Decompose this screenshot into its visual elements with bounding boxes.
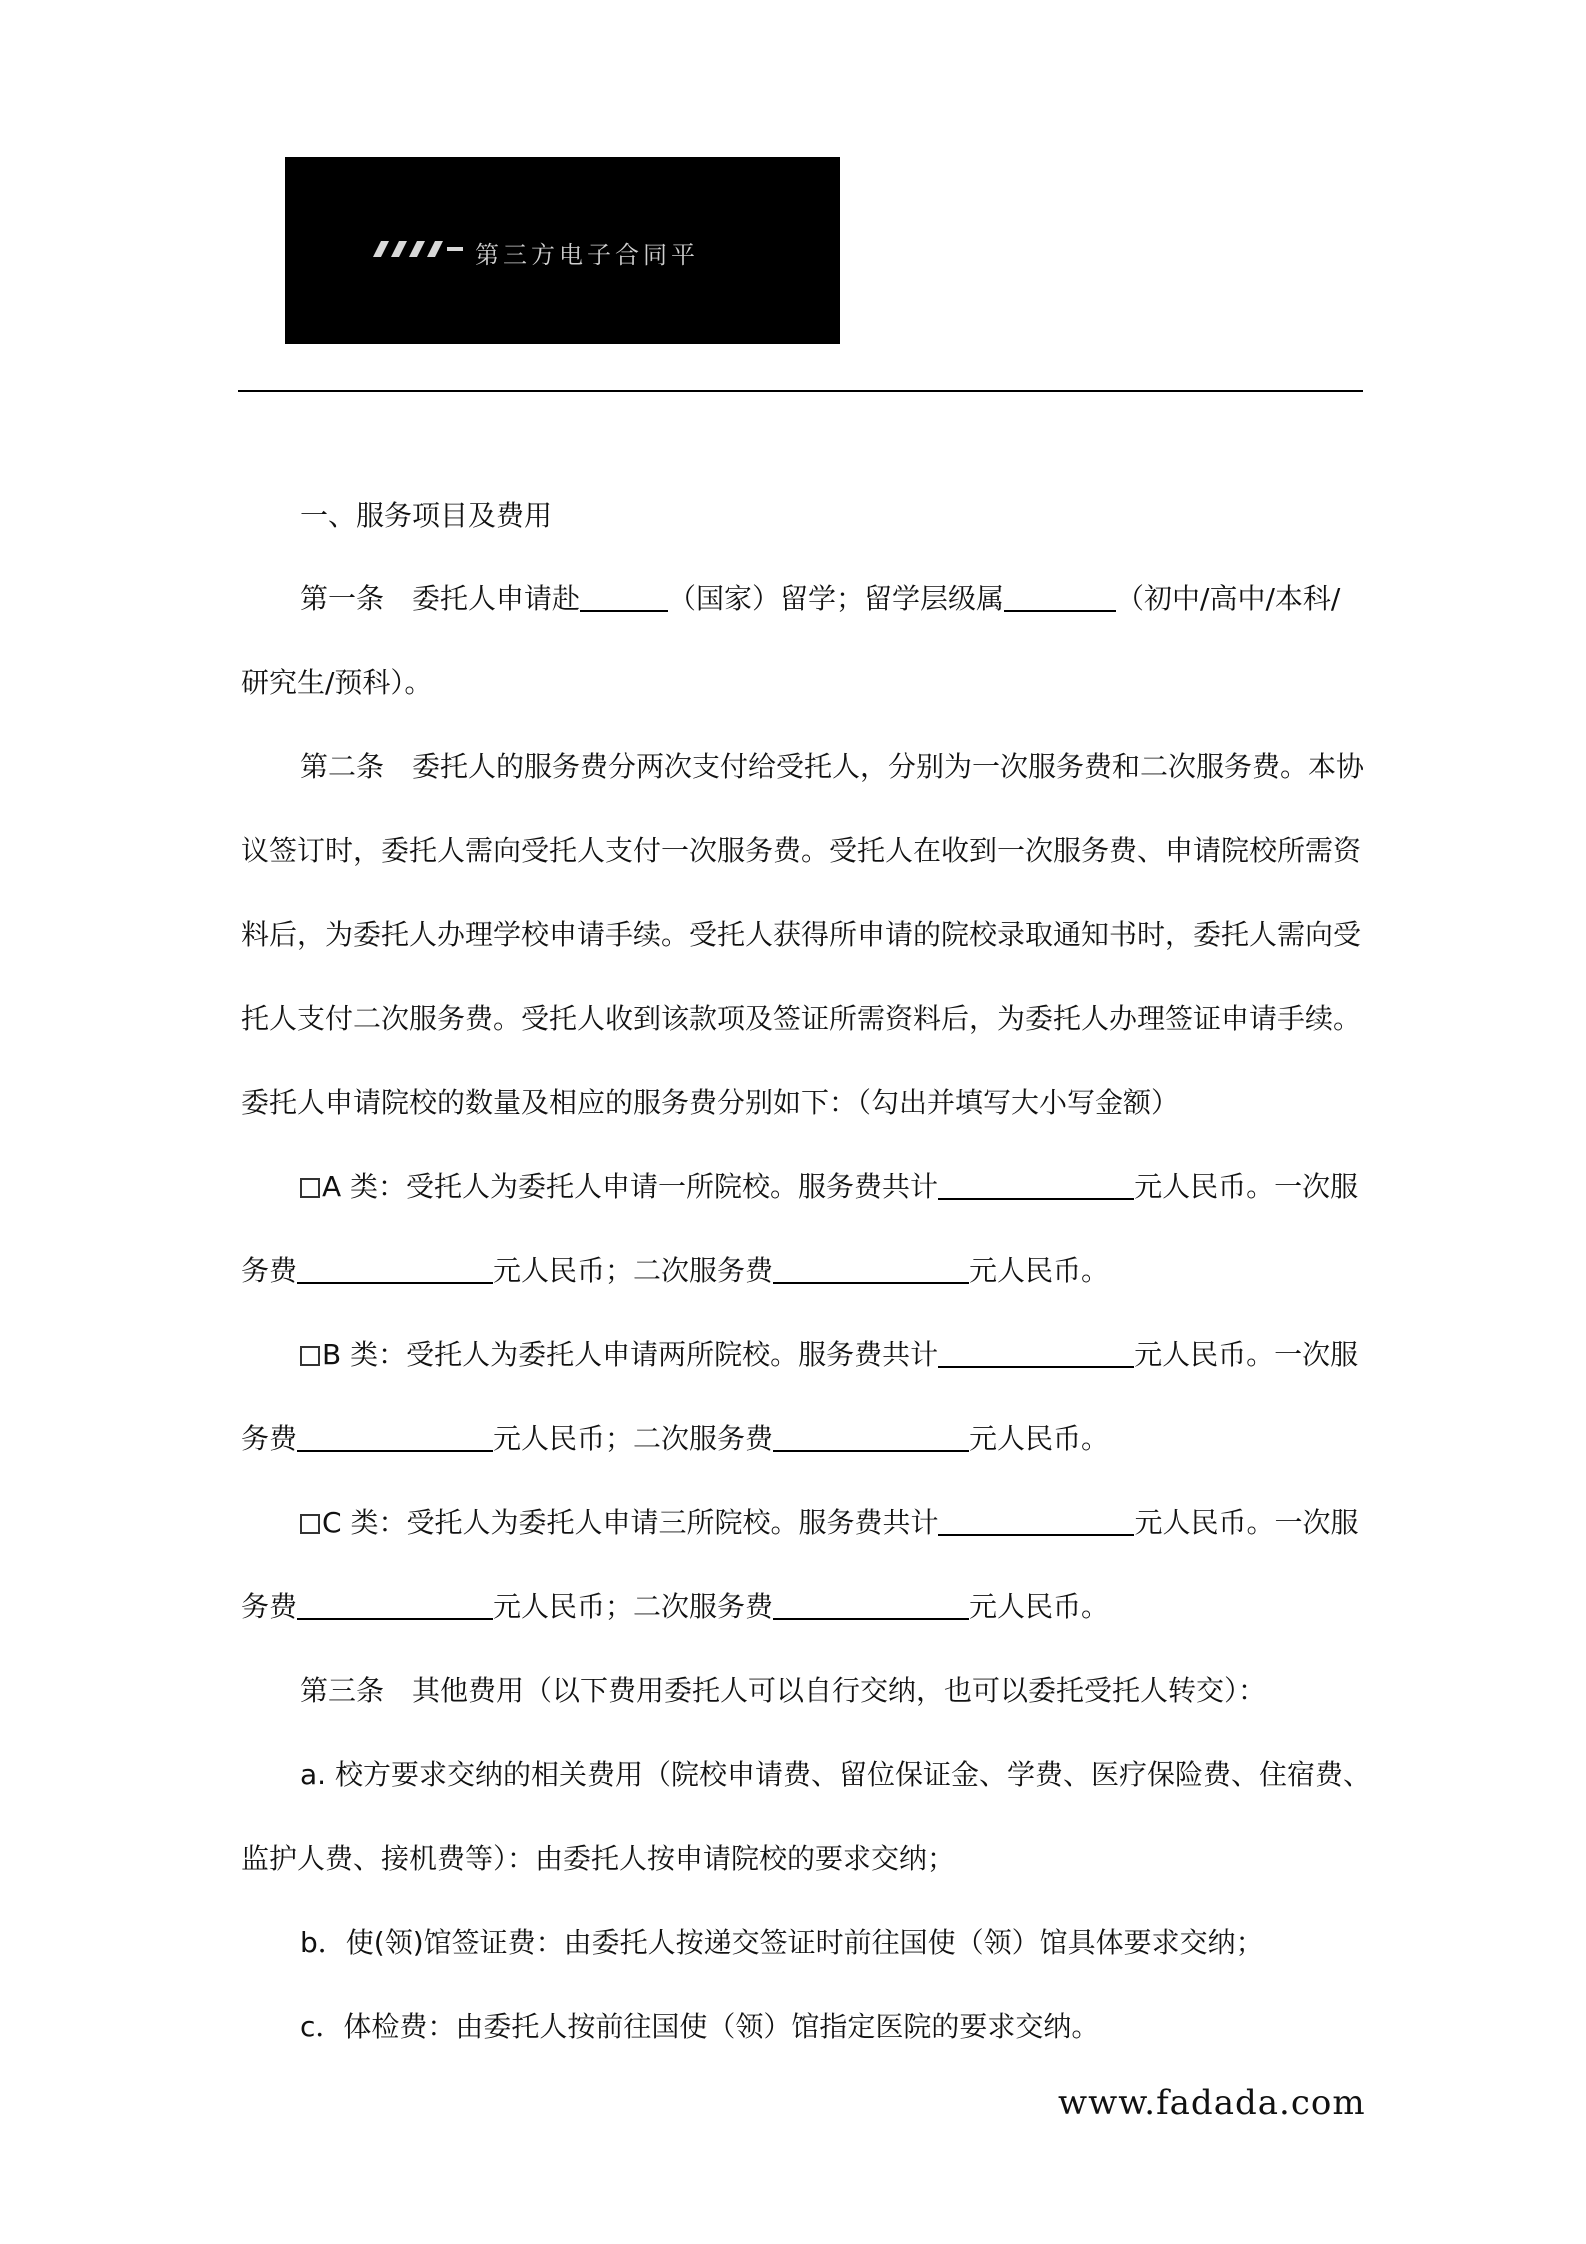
article-2-line-5: 委托人申请院校的数量及相应的服务费分别如下：（勾出并填写大小写金额）: [241, 1086, 1180, 1119]
header-logo: [285, 157, 840, 344]
article-2-line-4: 托人支付二次服务费。受托人收到该款项及签证所需资料后，为委托人办理签证申请手续。: [241, 1002, 1362, 1035]
option-b-line-2: 务费 元人民币；二次服务费 元人民币。: [241, 1422, 1110, 1455]
footer-website: www.fadada.com: [1058, 2083, 1366, 2123]
article-3-label: 第三条: [300, 1674, 385, 1707]
article-3-item-b: b．使(领)馆签证费：由委托人按递交签证时前往国使（领）馆具体要求交纳；: [300, 1926, 1264, 1959]
logo-tagline: 第三方电子合同平: [475, 241, 699, 269]
article-1-line-2: 研究生/预科）。: [241, 666, 433, 699]
option-a-second-fee-blank[interactable]: [773, 1252, 969, 1284]
option-c-line-2: 务费 元人民币；二次服务费 元人民币。: [241, 1590, 1110, 1623]
level-blank[interactable]: [1004, 580, 1116, 612]
option-b-first-fee-blank[interactable]: [297, 1420, 493, 1452]
option-c-checkbox[interactable]: [300, 1514, 320, 1534]
option-b-line-1: B 类：受托人为委托人申请两所院校。服务费共计 元人民币。一次服: [300, 1335, 1420, 1375]
article-3-line-1: 第三条 其他费用（以下费用委托人可以自行交纳，也可以委托受托人转交）：: [300, 1674, 1267, 1707]
option-a-total-blank[interactable]: [938, 1168, 1134, 1200]
article-1-label: 第一条: [300, 582, 385, 615]
option-b-total-blank[interactable]: [938, 1336, 1134, 1368]
option-a-first-fee-blank[interactable]: [297, 1252, 493, 1284]
article-2-line-2: 议签订时，委托人需向受托人支付一次服务费。受托人在收到一次服务费、申请院校所需资: [241, 834, 1362, 867]
option-a-line-1: A 类：受托人为委托人申请一所院校。服务费共计 元人民币。一次服: [300, 1167, 1420, 1207]
article-1-line-1: 第一条 委托人申请赴 （国家）留学；留学层级属 （初中/高中/本科/: [300, 582, 1341, 615]
article-3-item-a-line-2: 监护人费、接机费等）：由委托人按申请院校的要求交纳；: [241, 1842, 956, 1875]
article-2-line-3: 料后，为委托人办理学校申请手续。受托人获得所申请的院校录取通知书时，委托人需向受: [241, 918, 1362, 951]
article-2-line-1: 第二条 委托人的服务费分两次支付给受托人，分别为一次服务费和二次服务费。本协: [300, 750, 1365, 783]
option-a-line-2: 务费 元人民币；二次服务费 元人民币。: [241, 1254, 1110, 1287]
option-c-first-fee-blank[interactable]: [297, 1588, 493, 1620]
option-b-second-fee-blank[interactable]: [773, 1420, 969, 1452]
fadada-logo-icon: [373, 241, 463, 257]
option-c-line-1: C 类：受托人为委托人申请三所院校。服务费共计 元人民币。一次服: [300, 1503, 1420, 1543]
option-c-total-blank[interactable]: [938, 1504, 1134, 1536]
section-title: 一、服务项目及费用: [300, 499, 553, 532]
article-3-item-a-line-1: a. 校方要求交纳的相关费用（院校申请费、留位保证金、学费、医疗保险费、住宿费、: [300, 1758, 1371, 1791]
country-blank[interactable]: [580, 580, 668, 612]
option-a-checkbox[interactable]: [300, 1178, 320, 1198]
option-c-second-fee-blank[interactable]: [773, 1588, 969, 1620]
option-b-checkbox[interactable]: [300, 1346, 320, 1366]
article-2-label: 第二条: [300, 750, 385, 783]
header-divider: [238, 390, 1363, 392]
article-3-item-c: c．体检费：由委托人按前往国使（领）馆指定医院的要求交纳。: [300, 2010, 1100, 2043]
